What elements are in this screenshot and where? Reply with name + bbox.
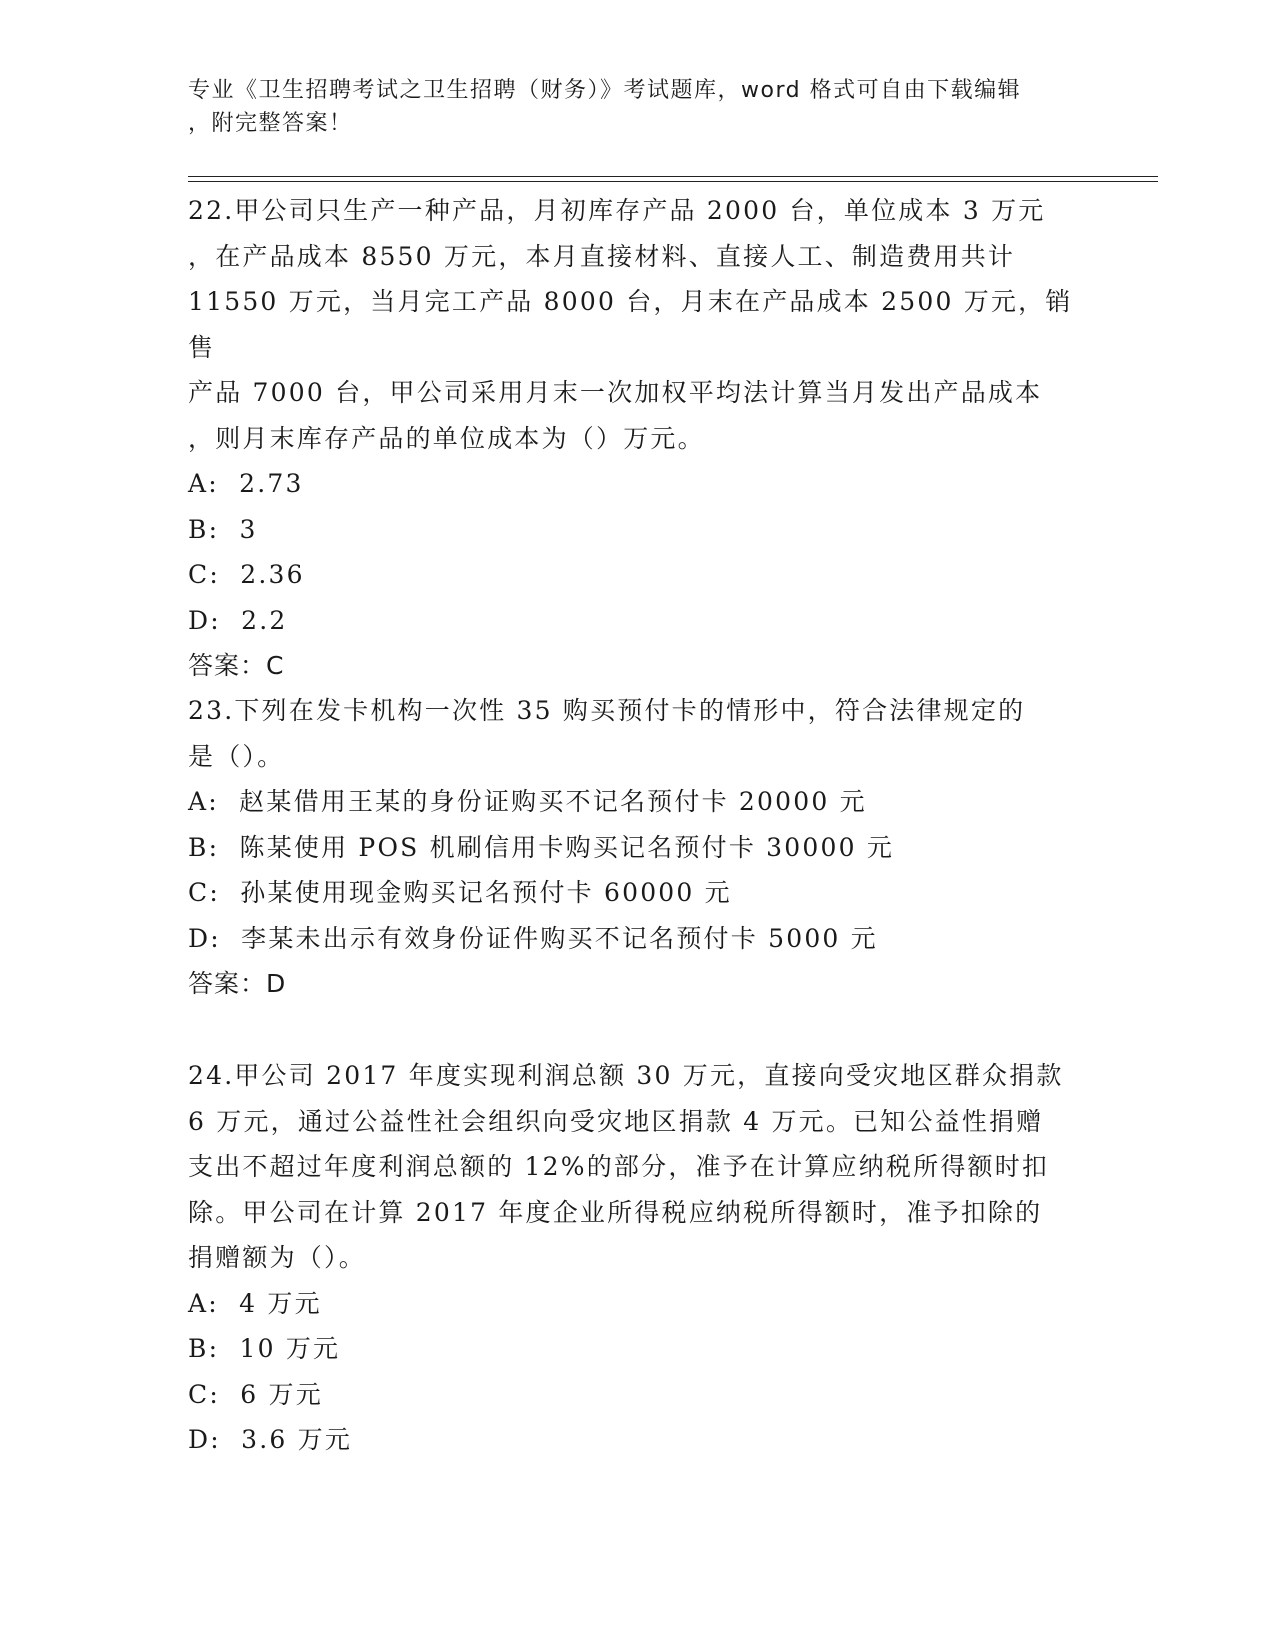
question-22 — [188, 188, 1093, 689]
option-a: A: 4 万元 — [188, 1288, 322, 1318]
option-d: D: 3.6 万元 — [188, 1425, 353, 1454]
document-header: 专业《卫生招聘考试之卫生招聘（财务）》考试题库，word 格式可自由下载编辑 ，附完整答案！ — [188, 78, 1022, 136]
question-text: 24.甲公司 2017 年度实现利润总额 30 万元，直接向受灾地区群众捐款 6 万元，通过公益性社会组织向受灾地区捐款 4 万元。已知公益性捐赠 支出不超过年度利润总额的 12%的部分，准予在计算应纳税所得额时扣 除。甲公司在计算 2017 年度企业所得税应纳税所得额时，准予扣除的 捐赠额为（）。 — [188, 1061, 1064, 1272]
option-a: A: 赵某借用王某的身份证购买不记名预付卡 20000 元 — [188, 787, 867, 816]
question-23 — [188, 688, 1093, 1007]
option-b: B: 3 — [188, 514, 258, 544]
answer-label: 答案：D — [188, 969, 287, 998]
option-c: C: 孙某使用现金购买记名预付卡 60000 元 — [188, 878, 732, 907]
option-a: A: 2.73 — [188, 469, 304, 498]
option-c: C: 6 万元 — [188, 1379, 323, 1409]
option-c: C: 2.36 — [188, 560, 305, 589]
question-text: 23.下列在发卡机构一次性 35 购买预付卡的情形中，符合法律规定的 是（）。 — [188, 696, 1026, 771]
option-d: D: 2.2 — [188, 605, 288, 635]
question-text: 22.甲公司只生产一种产品，月初库存产品 2000 台，单位成本 3 万元 ，在产品成本 8550 万元，本月直接材料、直接人工、制造费用共计 11550 万元，当月完工产品 8000 台，月末在产品成本 2500 万元，销售 产品 7000 台，甲公司采用月末一次加权平均法计算当月发出产品成本 ，则月末库存产品的单位成本为（）万元。 — [188, 196, 1073, 453]
answer-label: 答案：C — [188, 651, 285, 680]
option-b: B: 10 万元 — [188, 1334, 341, 1363]
option-b: B: 陈某使用 POS 机刷信用卡购买记名预付卡 30000 元 — [188, 832, 895, 862]
header-divider-top — [188, 176, 1158, 177]
option-d: D: 李某未出示有效身份证件购买不记名预付卡 5000 元 — [188, 923, 878, 953]
header-divider-bottom — [188, 181, 1158, 182]
question-24 — [188, 1053, 1093, 1463]
